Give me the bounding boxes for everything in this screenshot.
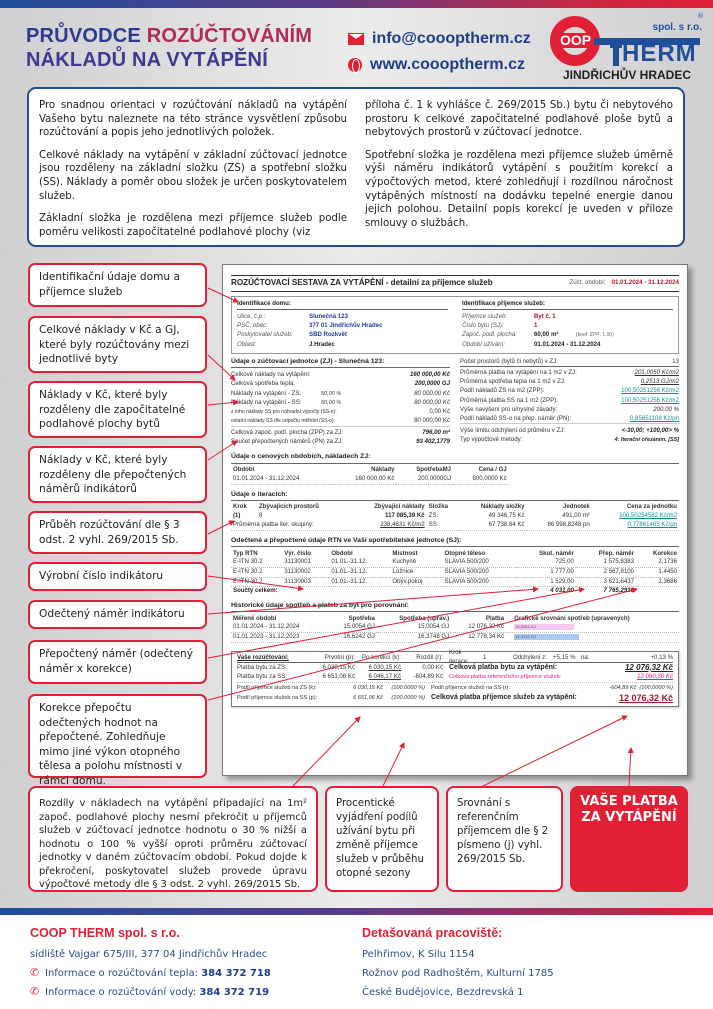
- callout-serial-number: Výrobní číslo indikátoru: [28, 562, 207, 591]
- total-payment-value: 12 076,32 Kč: [618, 693, 673, 704]
- water-phone-line[interactable]: ✆ Informace o rozúčtování vody: 384 372 719: [30, 985, 270, 998]
- footer-branches: Detašovaná pracoviště: Pelhřimov, K Silu 1154 Rožnov pod Radhoštěm, Kulturní 1785 České Budějovice, Bezdrevská 1: [362, 926, 554, 998]
- page-title: PRŮVODCE ROZÚČTOVÁNÍM NÁKLADŮ NA VYTÁPĚNÍ: [26, 25, 313, 71]
- history-table: Měřené období Spotřeba Spotřeba (uprav.) Platba Grafické srovnání spotřeb (upravených) 01.01.2024 - 31.12.2024 15,0054 GJ 15,0054 GJ 12 076,32 Kč 15,0054 GJ 01.01.2023 - 31.12.2023 16,6242 GJ 16,3748 GJ 12 778,34 Kč 16,3748 GJ: [231, 614, 679, 642]
- rtn-readings-table: Typ RTN Výr. číslo Období Místnost Otopné těleso Skut. náměr Přep. náměr Korekce E-ITN 30.2 31130001 01.01.-31.12. Kuchyně SLAVIA 500/200 725,00 1 575,8383 2,1736 E-ITN 30.2 31130002 01.01.-31.12. Ložnice SLAVIA 500/200 1 777,00 2 567,8100 1,4450 E-ITN 30.2 31130003 01.01.-31.12. Obýv.pokoj SLAVIA 500/200 1 529,00 3 621,6437 2,3686 Součty celkem: 4 031,00 7 765,2930: [233, 549, 677, 595]
- consumption-bar: 15,0054 GJ: [514, 624, 574, 630]
- unit-data: Údaje o zúčtovací jednotce (ZJ) - Slunečná 123: Celkové náklady na vytápění: 160 000,00 Kč Celková spotřeba tepla: 200,0000 GJ Náklady na vytápění - ZS: 50,00 % 80 000,00 Kč Náklady na vytápění - SS: 50,00 % 80 000,00 Kč z toho náklady SS pro náhradní výpočty (SS-n): 0,00 Kč ostatní náklady SS dle odpočtu měřidel (SS-o): 80 000,00 Kč Celková započ. podl. plocha (ZPP) za ZJ: 796,00 m² Součet přepočtených náměrů (PN) za ZJ: 93 402,1779 Počet prostorů (bytů či nebytů) v ZJ: 13 Průměrná platba na vytápění na 1 m2 v ZJ: 201,0050 Kč/m2 Průměrná spotřeba tepla na 1 m2 v ZJ: 0,2513 GJ/m2 Podíl nákladů ZS na m2 (ZPP): 100,50251256 Kč/m2 Průměrná platba SS na 1 m2 (ZPP): 100,50251256 Kč/m2 Výše navýšení pro úmyslné závady: 200,00 % Podíl nákladů SS-o na přep. náměr (PN): 0,85651108 Kč/pn Výše limitu odchýlení od průměru v ZJ: <-30,00; +100,00> % Typ výpočtové metody: 4: Iterační ořezáním, [SS]: [231, 357, 679, 446]
- billing-report: ROZÚČTOVACÍ SESTAVA ZA VYTÁPĚNÍ - detailní za příjemce služeb Zúčt. období: 01.01.2024 - 31.12.2024 Identifikace domu: Ulice, č.p.: Slunečná 123 PSČ, obec: 377 01 Jindřichův Hradec Poskytovatel služeb: SBD Rozkvět Oblast: J.Hradec Identifikace příjemce služeb: Příjemce služeb: Byt č. 1 Číslo bytu (SJ): 1 Započ. podl. plocha: 60,00 m² (koef. ZPP: 1,00) Období užívání: 01.01.2024 - 31.12.2024 Údaje o zúčtovací jednotce (ZJ) - Slunečná 123: Celkové náklady na vytápění: 160 000,00 Kč Celková spotřeba tepla: 200,0000 GJ Náklady na vytápění - ZS: 50,00 % 80 000,00 Kč Náklady na vytápění - SS: 50,00 % 80 000,00 Kč z toho náklady SS pro náhradní výpočty (SS-n): 0,00 Kč ostatní náklady SS dle odpočtu měřidel (SS-o): 80 000,00 Kč Celková započ. podl. plocha (ZPP) za ZJ: 796,00 m² Součet přepočtených náměrů (PN) za ZJ: 93 402,1779 Počet prostorů (bytů či nebytů) v ZJ: 13 Průměrná platba na vytápění na 1 m2 v ZJ: 201,0050 Kč/m2 Průměrná spotřeba tepla na 1 m2 v ZJ: 0,2513 GJ/m2 Podíl nákladů ZS na m2 (ZPP): 100,50251256 Kč/m2 Průměrná platba SS na 1 m2 (ZPP): 100,50251256 Kč/m2 Výše navýšení pro úmyslné závady: 200,00 % Podíl nákladů SS-o na přep. náměr (PN): 0,85651108 Kč/pn Výše limitu odchýlení od průměru v ZJ: <-30,00; +100,00> % Typ výpočtové metody: 4: Iterační ořezáním, [SS] Údaje o cenových obdobích, nákladech ZJ: Období Náklady SpotřebaMJ Cena / GJ 01.01.2024 - 31.12.2024 160 000,00 Kč 200,0000GJ 800,0000 Kč Údaje o iteracích: Krok Zbývajících prostorů Zbývající náklady Složka Náklady složky Jednotek Cena za jednotku (1) 8 117 085,39 Kč ZS: 49 346,75 Kč 491,00 m² 100,50254582 Kč/m2 Průměrná platba iter. skupiny: 238,4631 Kč/m2 SS: 67 738,64 Kč 86 998,8248 pn 0,77861465 Kč/pn Odečtené a přepočtené údaje RTN ve Vaší spotřebitelské jednotce (SJ): Typ RTN Výr. číslo Období Místnost Otopné těleso Skut. náměr Přep. náměr Korekce E-ITN 30.2 31130001 01.01.-31.12. Kuchyně SLAVIA 500/200 725,00 1 575,8383 2,1736 E-ITN 30.2 31130002 01.01.-31.12. Ložnice SLAVIA 500/200 1 777,00 2 567,8100 1,4450 E-ITN 30.2 31130003 01.01.-31.12. Obýv.pokoj SLAVIA 500/200 1 529,00 3 621,6437 2,3686 Součty celkem: 4 031,00 7 765,2930 Historické údaje spotřeb a plateb za byt pro porovnání: Měřené období Spotřeba Spotřeba (uprav.) Platba Grafické srovnání spotřeb (upravených) 01.01.2024 - 31.12.2024 15,0054 GJ 15,0054 GJ 12 076,32 Kč 15,0054 GJ 01.01.2023 - 31.12.2023 16,6242 GJ 16,3748 GJ 12 778,34 Kč 16,3748 GJ Vaše rozúčtování: Prvotní (p): Po korekci (k): Rozdíl (r): Krok iterace: 1 Odchýlení z: +5,15 % na: +0,13 % Platba bytu za ZS: 6 030,15 Kč 6 030,15 Kč 0,00 Kč Celková platba bytu za vytápění: 12 076,32 Kč Platba bytu za SS: 6 651,06 Kč 6 046,17 Kč -604,89 Kč Celková platba referenčního příjemce služeb: 12 060,30 Kč Podíl příjemce služeb na ZS (k): 6 030,15 Kč (100,0000 %) Podíl příjemce služeb na SS (r): -604,89 Kč (100,0000 %) Podíl příjemce služeb na SS (p): 6 651,06 Kč (100,0000 %) Celková platba příjemce služeb za vytápění: 12 076,32 Kč: [222, 264, 688, 776]
- heat-phone-line[interactable]: ✆ Informace o rozúčtování tepla: 384 372 718: [30, 966, 271, 979]
- table-row: 01.01.2024 - 31.12.2024 15,0054 GJ 15,0054 GJ 12 076,32 Kč 15,0054 GJ: [231, 623, 679, 632]
- callout-read-value: Odečtený náměr indikátoru: [28, 600, 207, 629]
- price-periods-table: Období Náklady SpotřebaMJ Cena / GJ 01.01.2024 - 31.12.2024 160 000,00 Kč 200,0000GJ 800,0000 Kč: [231, 466, 509, 485]
- house-identification: Identifikace domu: Ulice, č.p.: Slunečná 123 PSČ, obec: 377 01 Jindřichův Hradec Poskytovatel služeb: SBD Rozkvět Oblast: J.Hradec: [237, 300, 448, 350]
- table-row: 01.01.2023 - 31.12.2023 16,6242 GJ 16,3748 GJ 12 778,34 Kč 16,3748 GJ: [231, 633, 679, 643]
- contact-block: [348, 26, 531, 78]
- callout-reference: Srovnání s referenčním příjemcem dle § 2 písmeno (j) vyhl. 269/2015 Sb.: [446, 786, 563, 892]
- bottom-gradient-bar: [0, 908, 713, 915]
- your-billing-box: Vaše rozúčtování: Prvotní (p): Po korekci (k): Rozdíl (r): Krok iterace: 1 Odchýlení z: +5,15 % na: +0,13 % Platba bytu za ZS: 6 030,15 Kč 6 030,15 Kč 0,00 Kč Celková platba bytu za vytápění: 12 076,32 Kč Platba bytu za SS: 6 651,06 Kč 6 046,17 Kč -604,89 Kč Celková platba referenčního příjemce služeb: 12 060,30 Kč Podíl příjemce služeb na ZS (k): 6 030,15 Kč (100,0000 %) Podíl příjemce služeb na SS (r): -604,89 Kč (100,0000 %) Podíl příjemce služeb na SS (p): 6 651,06 Kč (100,0000 %) Celková platba příjemce služeb za vytápění: 12 076,32 Kč: [231, 651, 679, 707]
- intro-right-column: příloha č. 1 k vyhlášce č. 269/2015 Sb.) bytu či nebytového prostoru k celkové započitatelné podlahové ploše bytů a nebytových prostorů v zúčtovací jednotce. Spotřební složka je rozdělena mezi příjemce služeb úměrně výši náměru indikátorů vytápění s použitím korekcí a výpočtových metod, které zohledňují i rozdílnou náročnost vytápěných místností na dodávku tepelné energie danou jejich polohou. Detailní popis korekcí je uveden v příloze smlouvy o službách.: [365, 100, 673, 229]
- callout-total-costs: Celkové náklady v Kč a GJ, které byly rozúčtovány mezi jednotlivé byty: [28, 316, 207, 373]
- table-row: E-ITN 30.2 31130003 01.01.-31.12. Obýv.pokoj SLAVIA 500/200 1 529,00 3 621,6437 2,3686: [231, 577, 679, 587]
- footer-company: COOP THERM spol. s r.o. sídliště Vajgar 675/III, 377 04 Jindřichův Hradec ✆ Informace o rozúčtování tepla: 384 372 718 ✆ Informace o rozúčtování vody: 384 372 719: [30, 924, 271, 1002]
- email-link[interactable]: info@coooptherm.cz: [348, 26, 531, 52]
- callout-zs-costs: Náklady v Kč, které byly rozděleny dle započitatelné podlahové plochy bytů: [28, 381, 207, 438]
- callout-ss-costs: Náklady v Kč, které byly rozděleny dle přepočtených náměrů indikátorů: [28, 446, 207, 503]
- callout-correction: Korekce přepočtu odečtených hodnot na přepočtené. Zohledňuje mimo jiné výkon otopného tělesa a polohu místnosti v rámci domu.: [28, 694, 207, 778]
- phone-icon: ✆: [30, 985, 40, 998]
- totals-row: Součty celkem: 4 031,00 7 765,2930: [233, 587, 634, 595]
- mail-icon: [348, 33, 364, 45]
- identification-box: [231, 296, 679, 354]
- phone-icon: ✆: [30, 966, 40, 979]
- footer: [0, 915, 713, 1009]
- table-row: E-ITN 30.2 31130001 01.01.-31.12. Kuchyně SLAVIA 500/200 725,00 1 575,8383 2,1736: [231, 558, 679, 567]
- callout-iteration: Průběh rozúčtování dle § 3 odst. 2 vyhl. 269/2015 Sb.: [28, 511, 207, 554]
- intro-left-column: Pro snadnou orientaci v rozúčtování nákladů na vytápění Vašeho bytu naleznete na této stránce vysvětlení způsobu rozúčtování a popis jeho jednotlivých položek. Celkové náklady na vytápění v základní zúčtovací jednotce jsou rozděleny na základní složku (ZS) a spotřební složku (SS). Náklady a poměr obou složek je určen poskytovatelem služeb. Základní složka je rozdělena mezi příjemce služeb podle poměru velikosti započitatelné podlahové plochy (viz: [39, 100, 347, 238]
- company-logo: OOP HERM spol. s r.o. ® JINDŘICHŮV HRADEC: [548, 12, 708, 84]
- your-payment-label: VAŠE PLATBA ZA VYTÁPĚNÍ: [570, 786, 688, 892]
- intro-box: [27, 87, 685, 247]
- callout-limits: Rozdíly v nákladech na vytápění připadající na 1m² započ. podlahové plochy nesmí překročit u příjemců služeb v zúčtovací jednotce hodnotu o 30 % nižší a hodnotu o 100 % vyšší oproti průměru zúčtovací jednotky v daném zúčtovacím období. Pokud dojde k překročení, poskytovatel služeb provede úpravu výpočtové metody dle § 3 odst. 2 vyhl. 269/2015 Sb.: [28, 786, 318, 892]
- iterations-table: Krok Zbývajících prostorů Zbývající náklady Složka Náklady složky Jednotek Cena za jednotku (1) 8 117 085,39 Kč ZS: 49 346,75 Kč 491,00 m² 100,50254582 Kč/m2 Průměrná platba iter. skupiny: 238,4631 Kč/m2 SS: 67 738,64 Kč 86 998,8248 pn 0,77861465 Kč/pn: [231, 503, 679, 531]
- callout-percent-share: Procentické vyjádření podílů užívání bytu při změně příjemce služeb v průběhu otopné sezony: [325, 786, 439, 892]
- table-row: E-ITN 30.2 31130002 01.01.-31.12. Ložnice SLAVIA 500/200 1 777,00 2 567,8100 1,4450: [231, 568, 679, 578]
- callout-converted-value: Přepočtený náměr (odečtený náměr x korekce): [28, 640, 207, 684]
- report-header: ROZÚČTOVACÍ SESTAVA ZA VYTÁPĚNÍ - detailní za příjemce služeb Zúčt. období: 01.01.2024 - 31.12.2024: [231, 275, 679, 292]
- recipient-identification: Identifikace příjemce služeb: Příjemce služeb: Byt č. 1 Číslo bytu (SJ): 1 Započ. podl. plocha: 60,00 m² (koef. ZPP: 1,00) Období užívání: 01.01.2024 - 31.12.2024: [462, 300, 673, 350]
- callout-identification: Identifikační údaje domu a příjemce služeb: [28, 263, 207, 307]
- consumption-bar: 16,3748 GJ: [514, 634, 579, 640]
- website-link[interactable]: www.coooptherm.cz: [348, 52, 531, 78]
- globe-icon: [348, 58, 362, 72]
- top-gradient-bar: [0, 0, 713, 8]
